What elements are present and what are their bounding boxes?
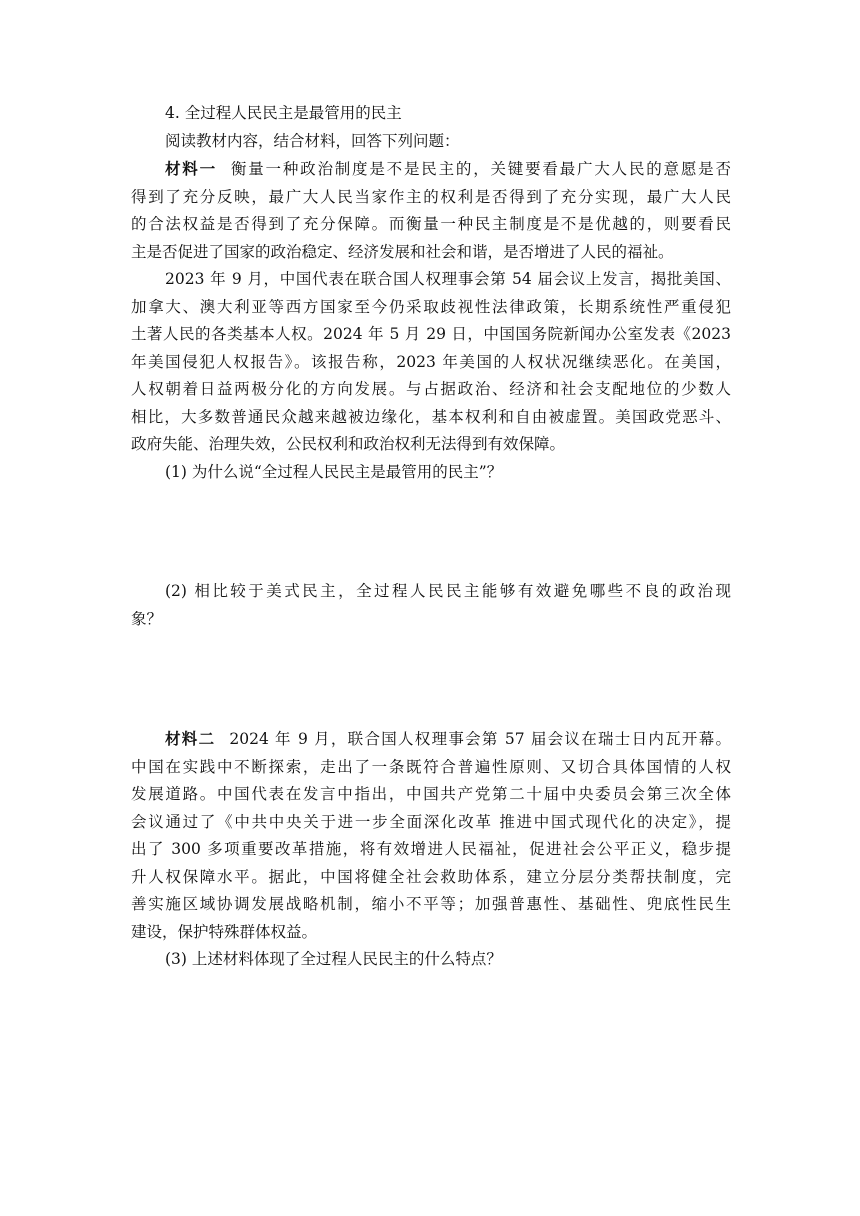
material1-p2-line-7: 政府失能、治理失效，公民权利和政治权利无法得到有效保障。 — [131, 435, 566, 453]
material1-label: 材料一 — [165, 159, 217, 178]
material1-p2-line-1: 2023 年 9 月，中国代表在联合国人权理事会第 54 届会议上发言，揭批美国、 — [165, 270, 731, 288]
material1-p2-line-2: 加拿大、澳大利亚等西方国家至今仍采取歧视性法律政策，长期系统性严重侵犯 — [131, 297, 731, 316]
material1-p2-line-6: 相比，大多数普通民众越来越被边缘化，基本权利和自由被虚置。美国政党恶斗、 — [131, 407, 731, 426]
material2-line-2: 中国在实践中不断探索，走出了一条既符合普遍性原则、又切合具体国情的人权 — [131, 757, 731, 776]
question-1: (1) 为什么说“全过程人民民主是最管用的民主”？ — [165, 462, 503, 481]
material2-line-3: 发展道路。中国代表在发言中指出，中国共产党第二十届中央委员会第三次全体 — [131, 785, 731, 803]
answer-space-2 — [131, 633, 731, 725]
material2-line-1: 材料二 2024 年 9 月，联合国人权理事会第 57 届会议在瑞士日内瓦开幕。 — [165, 729, 731, 748]
material1-line-2: 得到了充分反映，最广大人民当家作主的权利是否得到了充分实现，最广大人民 — [131, 187, 731, 206]
answer-space-1 — [131, 486, 731, 578]
question-2-line-2: 象？ — [131, 609, 163, 628]
question-heading: 4. 全过程人民民主是最管用的民主 — [165, 104, 402, 122]
material1-p2-line-5: 人权朝着日益两极分化的方向发展。与占据政治、经济和社会支配地位的少数人 — [131, 380, 731, 398]
material1-p2-line-4: 年美国侵犯人权报告》。该报告称，2023 年美国的人权状况继续恶化。在美国， — [131, 352, 731, 371]
material2-line-8: 建设，保护特殊群体权益。 — [131, 922, 318, 941]
document-page — [131, 100, 731, 974]
material1-line-4: 主是否促进了国家的政治稳定、经济发展和社会和谐，是否增进了人民的福祉。 — [131, 242, 674, 261]
material1-p2-line-3: 土著人民的各类基本人权。2024 年 5 月 29 日，中国国务院新闻办公室发表《2023 — [131, 325, 731, 343]
material2-line-5: 出了 300 多项重要改革措施，将有效增进人民福祉，促进社会公平正义，稳步提 — [131, 840, 731, 858]
material2-line-7: 善实施区域协调发展战略机制，缩小不平等；加强普惠性、基础性、兜底性民生 — [131, 895, 731, 913]
material1-line-3: 的合法权益是否得到了充分保障。而衡量一种民主制度是不是优越的，则要看民 — [131, 215, 731, 233]
material2-line-4: 会议通过了《中共中央关于进一步全面深化改革 推进中国式现代化的决定》，提 — [131, 812, 731, 831]
material2-label: 材料二 — [165, 729, 216, 748]
material2-line-6: 升人权保障水平。据此，中国将健全社会救助体系，建立分层分类帮扶制度，完 — [131, 867, 731, 886]
instruction-text: 阅读教材内容，结合材料，回答下列问题： — [165, 131, 460, 150]
material1-line-1: 材料一 衡量一种政治制度是不是民主的，关键要看最广大人民的意愿是否 — [165, 159, 731, 178]
question-2-line-1: (2) 相比较于美式民主，全过程人民民主能够有效避免哪些不良的政治现 — [165, 582, 731, 600]
question-3: (3) 上述材料体现了全过程人民民主的什么特点？ — [165, 950, 502, 968]
